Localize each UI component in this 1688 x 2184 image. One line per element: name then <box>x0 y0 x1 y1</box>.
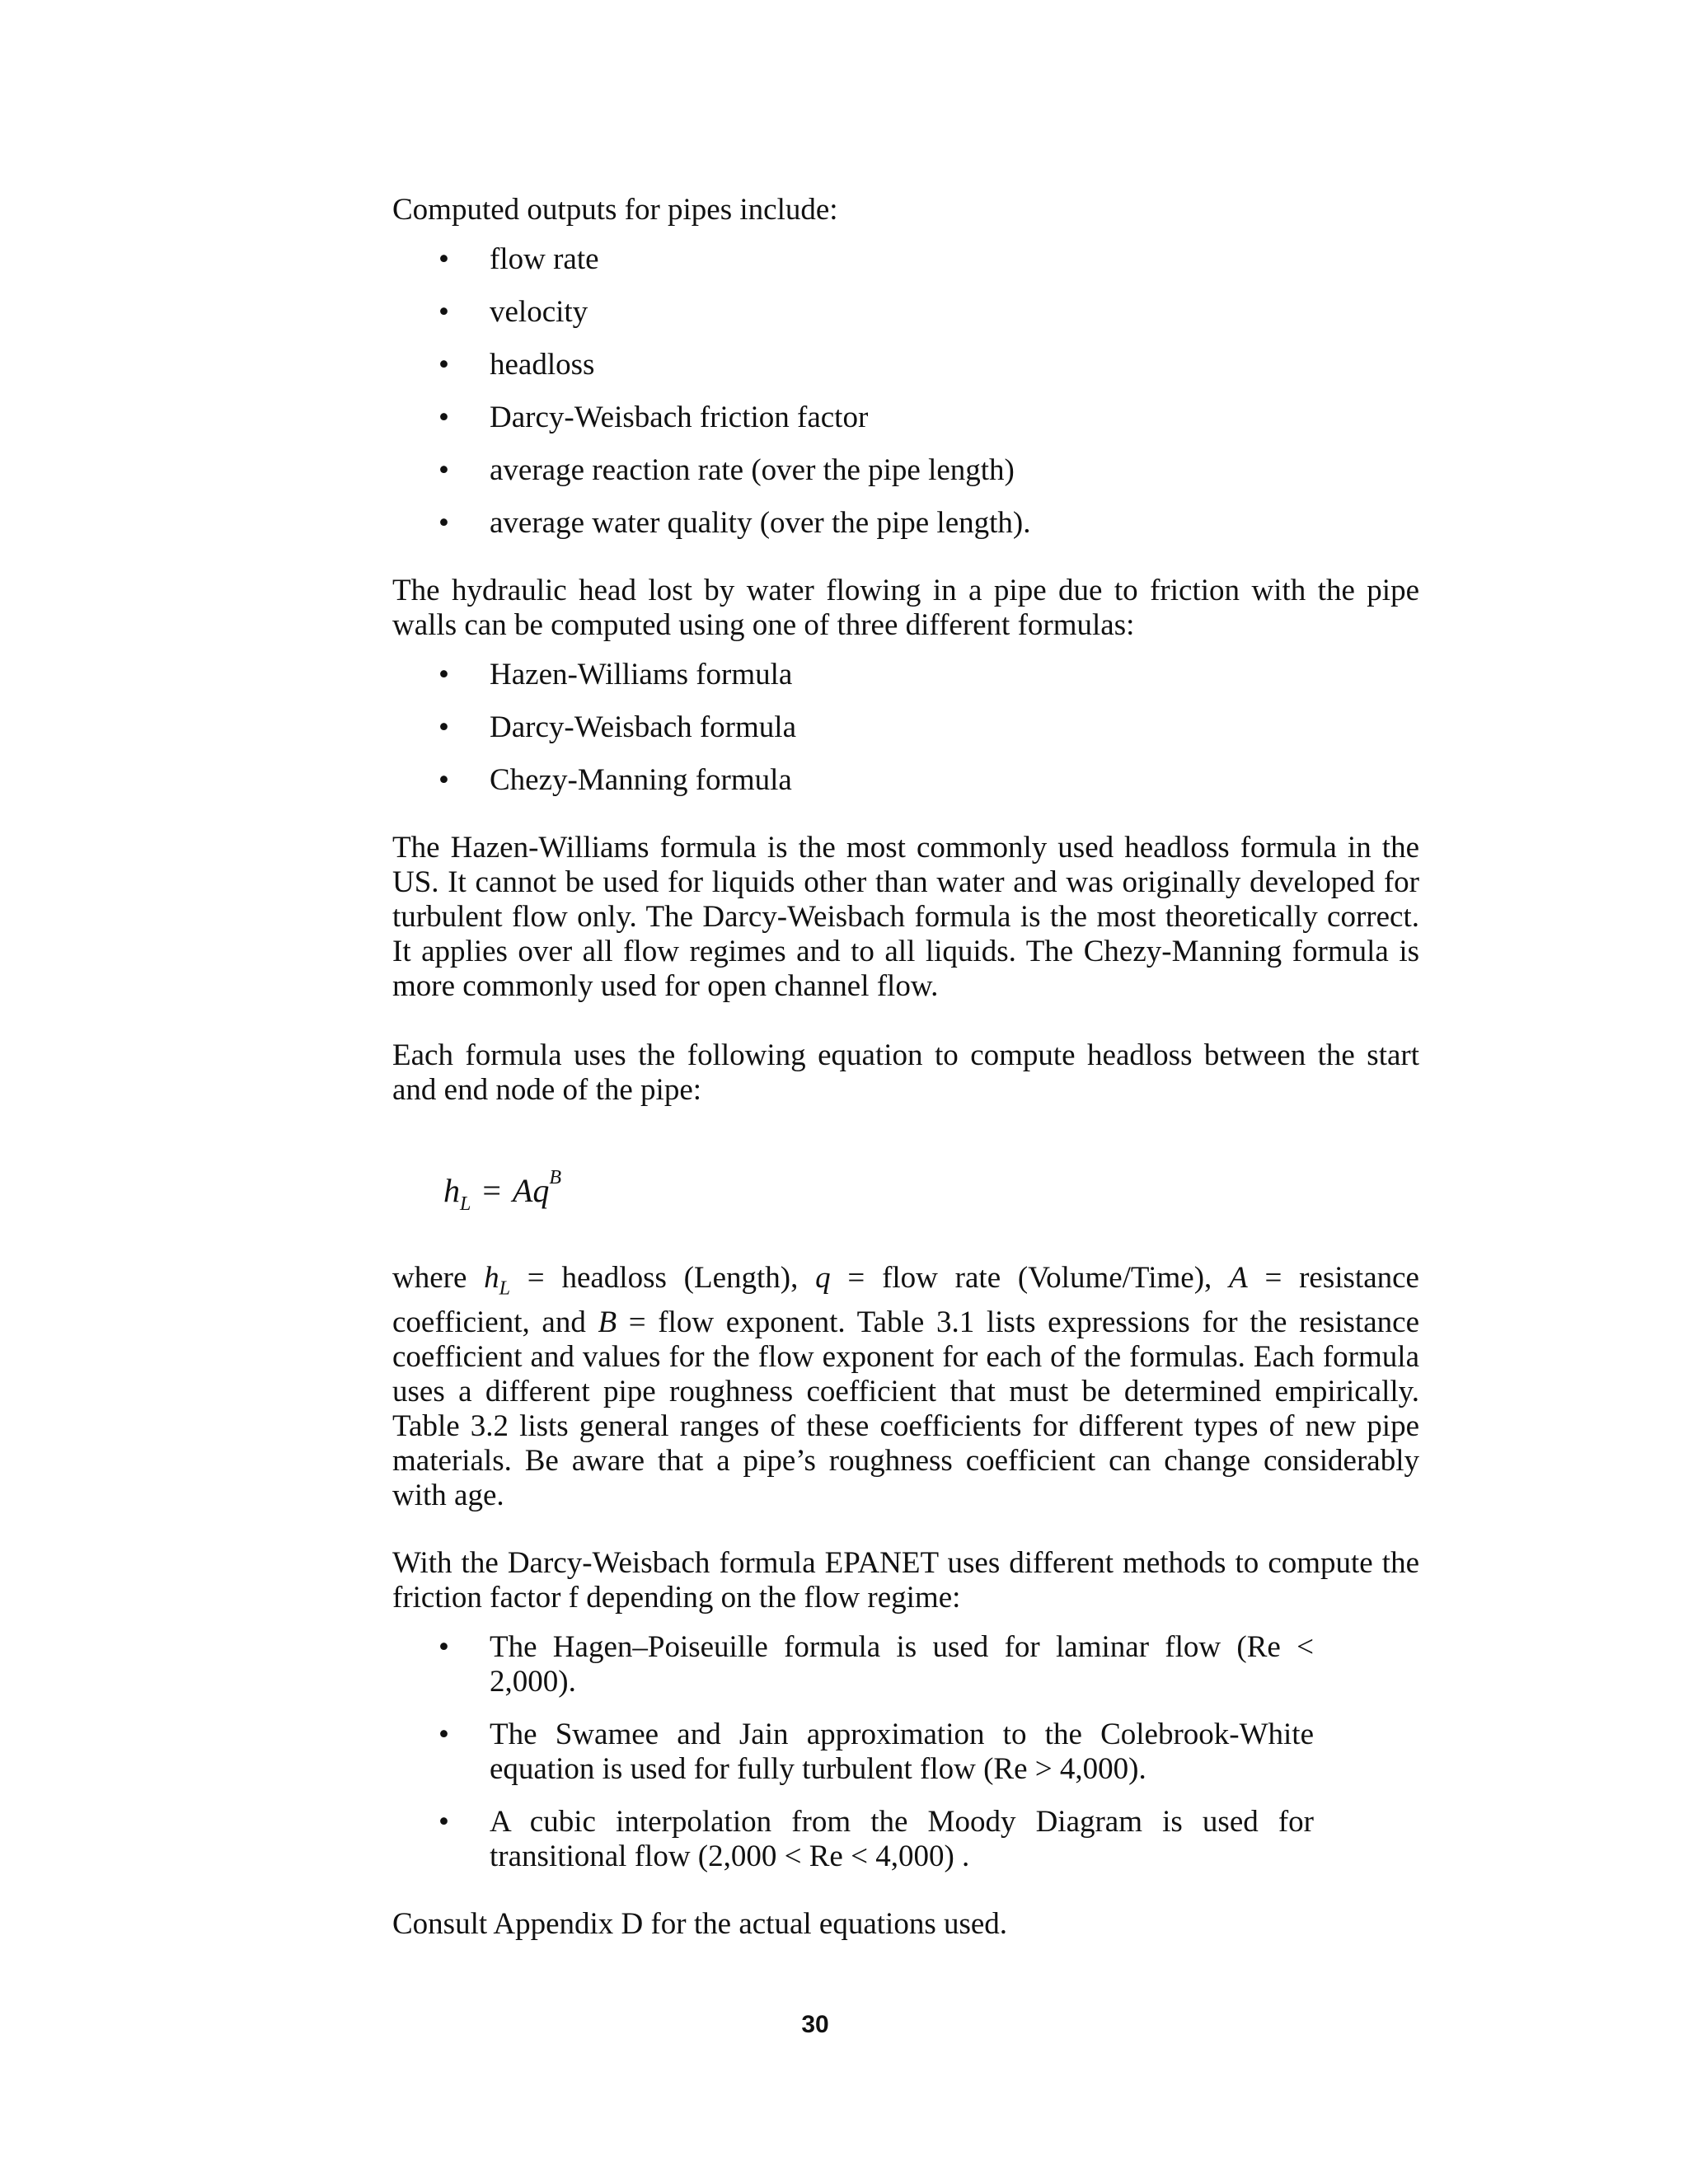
list-item <box>392 295 1419 330</box>
bullet-icon: • <box>438 453 449 487</box>
list-item <box>392 453 1419 488</box>
symbol-a: A <box>1229 1261 1248 1295</box>
list-item <box>392 348 1419 382</box>
outputs-list <box>392 242 1419 541</box>
list-item <box>392 1718 1419 1787</box>
bullet-icon: • <box>438 348 449 382</box>
closing-paragraph: Consult Appendix D for the actual equations used. <box>392 1907 1008 1942</box>
formulas-list <box>392 658 1419 798</box>
equation-lhs-subscript: L <box>460 1193 471 1215</box>
where-text-5: = flow exponent. Table 3.1 lists expressions for the resistance coefficient and values for the flow exponent for each of the formulas. Each formula uses a different pipe roughness coefficient that must be determined empirically. Table 3.2 lists general ranges of these coefficients for different types of new pipe materials. Be aware that a pipe’s roughness coefficient can change considerably with age. <box>392 1305 1419 1513</box>
outputs-intro: Computed outputs for pipes include: <box>392 193 838 227</box>
symbol-h-subscript: L <box>499 1277 511 1300</box>
list-item-text: A cubic interpolation from the Moody Diagram is used for transitional flow (2,000 < Re < 4,000) . <box>490 1805 1314 1874</box>
where-text-2: = headloss (Length), <box>510 1261 816 1295</box>
symbol-h: h <box>484 1261 499 1295</box>
list-item <box>392 658 1419 692</box>
hazen-williams-paragraph: The Hazen-Williams formula is the most commonly used headloss formula in the US. It cannot be used for liquids other than water and was originally developed for turbulent flow only. The Darcy-Weisbach formula is the most theoretically correct. It applies over all flow regimes and to all liquids. The Chezy-Manning formula is more commonly used for open channel flow. <box>392 831 1419 1003</box>
equation-rhs-exponent: B <box>549 1167 562 1188</box>
symbol-b: B <box>598 1305 617 1340</box>
list-item <box>392 1805 1419 1874</box>
bullet-icon: • <box>438 710 449 744</box>
headloss-equation <box>392 1157 1419 1225</box>
bullet-icon: • <box>438 506 449 540</box>
bullet-icon: • <box>438 1630 449 1665</box>
list-item <box>392 763 1419 798</box>
list-item <box>392 242 1419 277</box>
page-number: 30 <box>801 2011 829 2038</box>
where-text-4: = resistance coefficient, and <box>392 1261 1419 1340</box>
equation-lhs: h <box>443 1172 460 1209</box>
list-item <box>392 710 1419 745</box>
bullet-icon: • <box>438 401 449 434</box>
bullet-icon: • <box>438 1805 449 1840</box>
list-item-text: average reaction rate (over the pipe length) <box>490 453 1015 487</box>
list-item-text: average water quality (over the pipe length). <box>490 506 1031 540</box>
list-item-text: flow rate <box>490 242 599 276</box>
list-item-text: Chezy-Manning formula <box>490 763 792 797</box>
list-item-text: Darcy-Weisbach friction factor <box>490 401 869 434</box>
formulas-intro: The hydraulic head lost by water flowing in a pipe due to friction with the pipe walls can be computed using one of three different formulas: <box>392 574 1419 642</box>
bullet-icon: • <box>438 1718 449 1752</box>
list-item-text: Hazen-Williams formula <box>490 658 793 691</box>
equation-intro-paragraph: Each formula uses the following equation to compute headloss between the start and end node of the pipe: <box>392 1038 1419 1107</box>
page-body <box>392 193 1419 1942</box>
bullet-icon: • <box>438 658 449 691</box>
list-item-text: velocity <box>490 295 588 329</box>
list-item <box>392 1630 1419 1699</box>
darcy-intro: With the Darcy-Weisbach formula EPANET uses different methods to compute the friction factor f depending on the flow regime: <box>392 1546 1419 1615</box>
where-text-1: where <box>392 1261 485 1295</box>
list-item <box>392 506 1419 541</box>
list-item-text: Darcy-Weisbach formula <box>490 710 796 744</box>
bullet-icon: • <box>438 242 449 276</box>
list-item-text: headloss <box>490 348 595 382</box>
symbol-q: q <box>815 1261 831 1295</box>
bullet-icon: • <box>438 763 449 797</box>
friction-method-list <box>392 1630 1419 1874</box>
where-paragraph <box>392 1261 1419 1513</box>
list-item-text: The Swamee and Jain approximation to the Colebrook-White equation is used for fully turbulent flow (Re > 4,000). <box>490 1718 1314 1787</box>
list-item-text: The Hagen–Poiseuille formula is used for laminar flow (Re < 2,000). <box>490 1630 1314 1699</box>
equation-equals: = <box>482 1172 501 1209</box>
bullet-icon: • <box>438 295 449 329</box>
where-text-3: = flow rate (Volume/Time), <box>830 1261 1230 1295</box>
list-item <box>392 401 1419 435</box>
equation-rhs: Aq <box>512 1172 550 1209</box>
